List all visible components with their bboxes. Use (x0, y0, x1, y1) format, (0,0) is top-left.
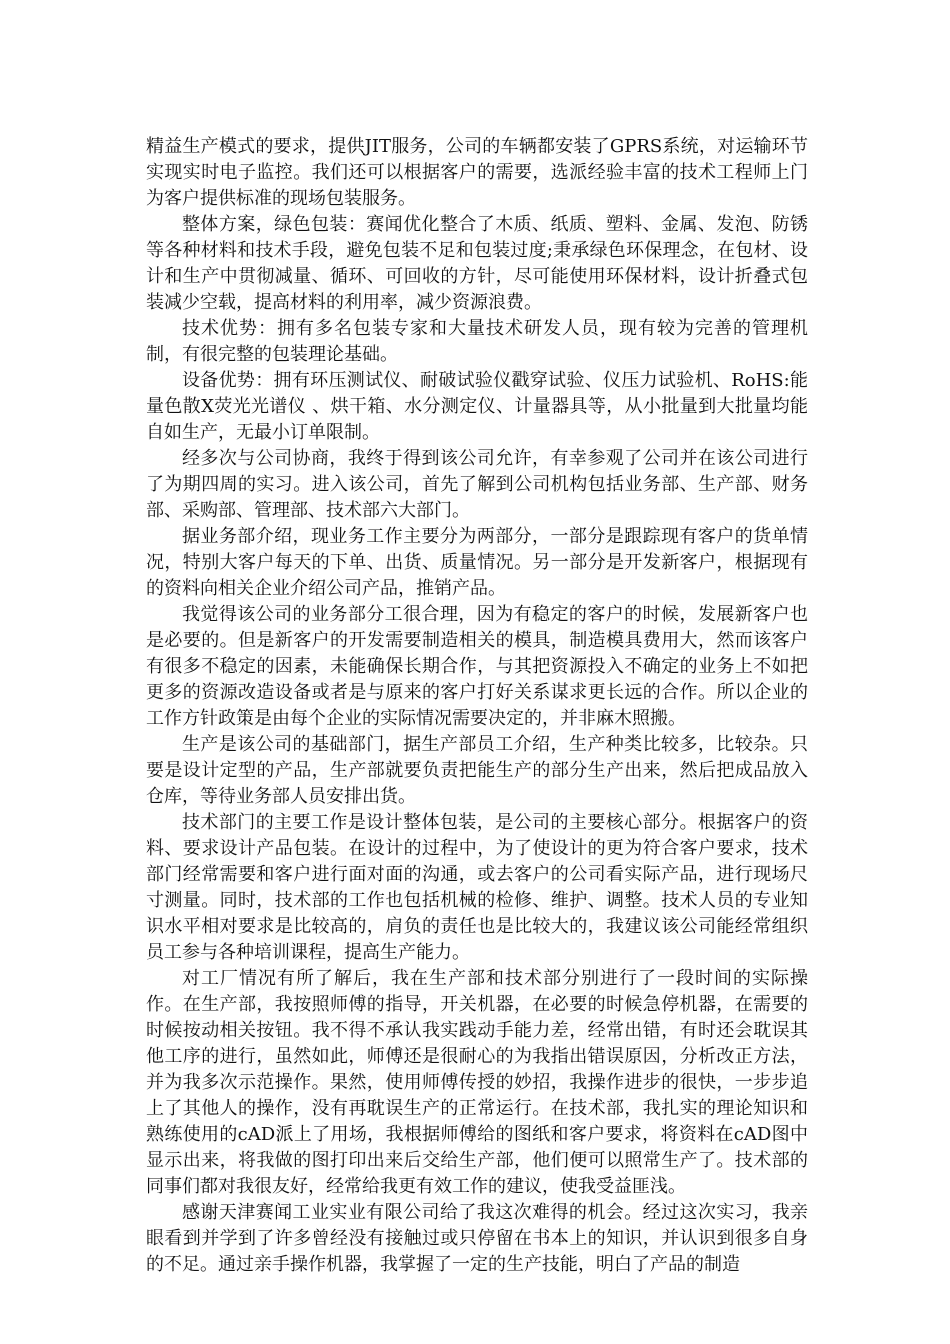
paragraph-business-opinion: 我觉得该公司的业务部分工很合理，因为有稳定的客户的时候，发展新客户也是必要的。但是新客户的开发需要制造相关的模具，制造模具费用大，然而该客户有很多不稳定的因素，未能确保长期合作，与其把资源投入不确定的业务上不如把更多的资源改造设备或者是与原来的客户打好关系谋求更长远的合作。所以企业的工作方针政策是由每个企业的实际情况需要决定的，并非麻木照搬。 (146, 604, 808, 729)
paragraph-production-department: 生产是该公司的基础部门，据生产部员工介绍，生产种类比较多，比较杂。只要是设计定型的产品，生产部就要负责把能生产的部分生产出来，然后把成品放入仓库，等待业务部人员安排出货。 (146, 734, 808, 807)
paragraph-business-department: 据业务部介绍，现业务工作主要分为两部分，一部分是跟踪现有客户的货单情况，特别大客户每天的下单、出货、质量情况。另一部分是开发新客户，根据现有的资料向相关企业介绍公司产品，推销产品。 (146, 526, 808, 599)
paragraph-technical-department: 技术部门的主要工作是设计整体包装，是公司的主要核心部分。根据客户的资料、要求设计产品包装。在设计的过程中，为了使设计的更为符合客户要求，技术部门经常需要和客户进行面对面的沟通，或去客户的公司看实际产品，进行现场尺寸测量。同时，技术部的工作也包括机械的检修、维护、调整。技术人员的专业知识水平相对要求是比较高的，肩负的责任也是比较大的，我建议该公司能经常组织员工参与各种培训课程，提高生产能力。 (146, 812, 808, 963)
paragraph-jit-service: 精益生产模式的要求，提供JIT服务，公司的车辆都安装了GPRS系统，对运输环节实现实时电子监控。我们还可以根据客户的需要，选派经验丰富的技术工程师上门为客户提供标准的现场包装服务。 (146, 136, 808, 209)
paragraph-green-packaging: 整体方案，绿色包装：赛闻优化整合了木质、纸质、塑料、金属、发泡、防锈等各种材料和技术手段，避免包装不足和包装过度;秉承绿色环保理念，在包材、设计和生产中贯彻减量、循环、可回收的方针，尽可能使用环保材料，设计折叠式包装减少空载，提高材料的利用率，减少资源浪费。 (146, 214, 808, 313)
paragraph-internship-intro: 经多次与公司协商，我终于得到该公司允许，有幸参观了公司并在该公司进行了为期四周的实习。进入该公司，首先了解到公司机构包括业务部、生产部、财务部、采购部、管理部、技术部六大部门。 (146, 448, 808, 521)
paragraph-equipment-advantage: 设备优势：拥有环压测试仪、耐破试验仪戳穿试验、仪压力试验机、RoHS:能量色散X荧光光谱仪 、烘干箱、水分测定仪、计量器具等，从小批量到大批量均能自如生产，无最小订单限制。 (146, 370, 808, 443)
paragraph-technical-advantage: 技术优势：拥有多名包装专家和大量技术研发人员，现有较为完善的管理机制，有很完整的包装理论基础。 (146, 318, 808, 365)
document-page (146, 134, 808, 1278)
paragraph-practical-operation: 对工厂情况有所了解后，我在生产部和技术部分别进行了一段时间的实际操作。在生产部，我按照师傅的指导，开关机器，在必要的时候急停机器，在需要的时候按动相关按钮。我不得不承认我实践动手能力差，经常出错，有时还会耽误其他工序的进行，虽然如此，师傅还是很耐心的为我指出错误原因，分析改正方法，并为我多次示范操作。果然，使用师傅传授的妙招，我操作进步的很快，一步步追上了其他人的操作，没有再耽误生产的正常运行。在技术部，我扎实的理论知识和熟练使用的cAD派上了用场，我根据师傅给的图纸和客户要求，将资料在cAD图中显示出来，将我做的图打印出来后交给生产部，他们便可以照常生产了。技术部的同事们都对我很友好，经常给我更有效工作的建议，使我受益匪浅。 (146, 968, 808, 1197)
paragraph-acknowledgement: 感谢天津赛闻工业实业有限公司给了我这次难得的机会。经过这次实习，我亲眼看到并学到了许多曾经没有接触过或只停留在书本上的知识，并认识到很多自身的不足。通过亲手操作机器，我掌握了一定的生产技能，明白了产品的制造 (146, 1202, 808, 1275)
